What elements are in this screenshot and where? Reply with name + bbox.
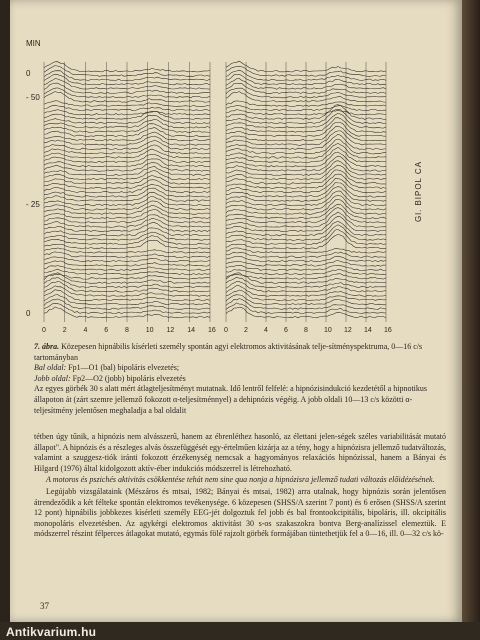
body-paragraph-2: A motoros és pszichés aktivitás csökkentése tehát nem sine qua nonja a hipnózisra jellemző tudati változás előidézésének. [46, 475, 435, 485]
caption-lead-text: Közepesen hipnábilis kísérleti személy spontán agyi elektromos aktivitásának telje-sítményspektruma, 0—16 c/s tartományban [34, 342, 423, 362]
caption-lead-label: 7. ábra. [34, 342, 60, 351]
x-tick-label: 4 [83, 327, 88, 334]
x-tick-label: 6 [104, 327, 109, 334]
x-tick-label: 16 [384, 327, 392, 334]
page-number: 37 [40, 601, 49, 611]
body-paragraph-3: Legújabb vizsgálataink (Mészáros és mtsai, 1982; Bányai és mtsai, 1982) arra utalnak, hogy hipnózis során jelentősen átrendeződik a két félteke spontán elektromos tevékenysége. 6 közepesen (SHSS/A szerint 7 pont) és 6 erősen (SHSS/A szerint 12 pont) hipnábilis jobbkezes kísérleti személy EEG-jét dolgoztuk fel jobb és bal frontookcipitális, bipoláris, ill. okcipitális monopoláris elvezetésben. Az agykérgi elektromos aktivitást 30 s-os szakaszokra bontva Berg-analízissel elemeztük. E módszerrel részint félperces átlagokat mutató, egymás fölé rajzolt görbék formájában tüntethetjük fel a 0—16, ill. 0—32 c/s kö- [34, 486, 446, 539]
x-tick-label: 4 [264, 327, 268, 334]
caption-right-text: Fp2—O2 (jobb) bipoláris elvezetés [72, 373, 186, 383]
x-tick-label: 8 [304, 327, 308, 334]
x-tick-label: 0 [42, 327, 46, 334]
axis-label: 0 [26, 69, 31, 78]
book-spine-shadow [462, 0, 480, 640]
x-tick-label: 10 [145, 327, 154, 334]
x-tick-label: 0 [224, 327, 228, 334]
watermark: Antikvarium.hu [6, 625, 97, 639]
x-tick-label: 14 [364, 327, 372, 334]
axis-label: 0 [26, 309, 31, 318]
axis-label: - 50 [26, 93, 40, 102]
figure-side-label: Gl. BIPOL CA [414, 160, 423, 222]
x-tick-label: 6 [284, 327, 288, 334]
x-tick-label: 8 [125, 327, 129, 334]
caption-left-label: Bal oldal: [34, 363, 67, 373]
x-tick-label: 10 [324, 327, 332, 334]
axis-label: - 25 [26, 200, 40, 209]
caption-left-text: Fp1—O1 (bal) bipoláris elvezetés; [68, 363, 180, 373]
caption-right-label: Jobb oldal: [34, 373, 71, 383]
caption-note: Az egyes görbék 30 s alatt mért átlagteljesítményt mutatnak. Idő lentről felfelé: a hipnózisindukció kezdetétől a hipnotikus állapoton át (zárt szemre jellemző fokozott α-teljesítménnyel) a dehipnózis végéig. A jobb oldali 10—13 c/s közötti α-teljesítmény jelentősen meghaladja a bal oldalit [34, 384, 427, 415]
x-tick-label: 12 [344, 327, 352, 334]
axis-label: MIN [26, 39, 41, 48]
x-tick-label: 2 [244, 327, 248, 334]
body-paragraph-1: tétben úgy tűnik, a hipnózis nem alvásszerű, hanem az ébrenléthez hasonló, az élettani jelen-ségek széles variabilitását mutató állapot". A hipnózis és a részleges alvás összefüggését egy-értelműen kizárja az a tény, hogy a hipnózisra jellemző tudatváltozás, valamint a szuggesz-tiók iránti fokozott érzékenység nemcsak a hagyományos relaxációs hipnózissal, hanem a Bányai és Hilgard (1976) által kidolgozott aktív-éber indukciós módszerrel is létrehozható. [34, 432, 446, 473]
x-tick-label: 2 [62, 327, 67, 334]
x-tick-label: 16 [208, 327, 216, 334]
x-tick-label: 12 [166, 327, 175, 334]
bottom-strip [0, 622, 480, 640]
x-tick-label: 14 [187, 327, 196, 334]
